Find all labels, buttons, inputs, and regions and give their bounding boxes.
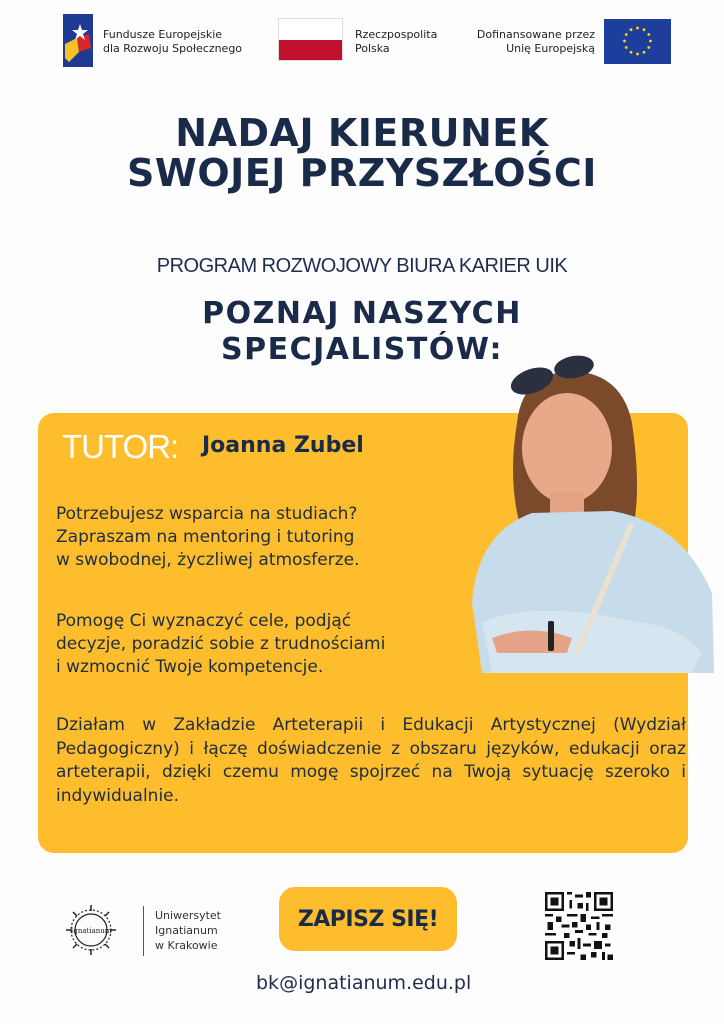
svg-text:Ignatianum: Ignatianum	[70, 927, 112, 935]
main-title-line-1: NADAJ KIERUNEK	[175, 111, 549, 155]
fundusze-europejskie-logo-icon	[63, 14, 93, 67]
uni-line: w Krakowie	[155, 939, 218, 952]
tutor-paragraph-2	[56, 610, 456, 679]
ignatianum-logo-icon	[64, 903, 118, 957]
fe-line-1: Fundusze Europejskie	[103, 28, 223, 41]
tutor-label: TUTOR:	[62, 428, 179, 465]
tutor-paragraph-3: Działam w Zakładzie Arteterapii i Edukacji Artystycznej (Wydział Pedagogiczny) i łączę doświadczenie z obszaru języków, edukacji oraz arteterapii, dzięki czemu mogę spojrzeć na Twoją sytuację szeroko i indywidualnie.	[56, 715, 686, 806]
fe-line-2: dla Rozwoju Społecznego	[103, 42, 243, 55]
rzeczpospolita-text	[355, 28, 437, 56]
tutor-photo	[462, 353, 717, 683]
tutor-name: Joanna Zubel	[202, 433, 364, 458]
eu-flag-icon	[604, 19, 671, 64]
footer-divider	[143, 906, 144, 956]
p1-line: Zapraszam na mentoring i tutoring	[56, 527, 355, 547]
main-title	[0, 113, 724, 193]
p2-line: decyzje, poradzić sobie z trudnościami	[56, 634, 386, 654]
main-title-line-2: SWOJEJ PRZYSZŁOŚCI	[127, 151, 597, 195]
pl-line-1: Rzeczpospolita	[355, 28, 438, 41]
pl-line-2: Polska	[355, 42, 390, 55]
p2-line: i wzmocnić Twoje kompetencje.	[56, 657, 324, 677]
contact-email-link[interactable]: bk@ignatianum.edu.pl	[256, 972, 472, 994]
uni-line: Uniwersytet	[155, 909, 221, 922]
eu-line-1: Dofinansowane przez	[476, 28, 595, 41]
qr-code-icon[interactable]	[545, 892, 613, 960]
polish-flag-icon	[278, 18, 343, 61]
eu-funding-text	[455, 28, 595, 56]
eu-line-2: Unię Europejską	[506, 42, 595, 55]
p1-line: w swobodnej, życzliwej atmosferze.	[56, 550, 360, 570]
program-subtitle: PROGRAM ROZWOJOWY BIURA KARIER UIK	[156, 255, 568, 277]
sign-up-button[interactable]: ZAPISZ SIĘ!	[279, 887, 457, 951]
uni-line: Ignatianum	[155, 924, 218, 937]
fundusze-europejskie-text	[103, 28, 242, 56]
p2-line: Pomogę Ci wyznaczyć cele, podjąć	[56, 611, 352, 631]
university-name	[155, 908, 221, 953]
meet-line-2: SPECJALISTÓW:	[221, 332, 503, 367]
tutor-paragraph-1	[56, 503, 456, 572]
meet-line-1: POZNAJ NASZYCH	[202, 296, 522, 331]
p1-line: Potrzebujesz wsparcia na studiach?	[56, 504, 358, 524]
